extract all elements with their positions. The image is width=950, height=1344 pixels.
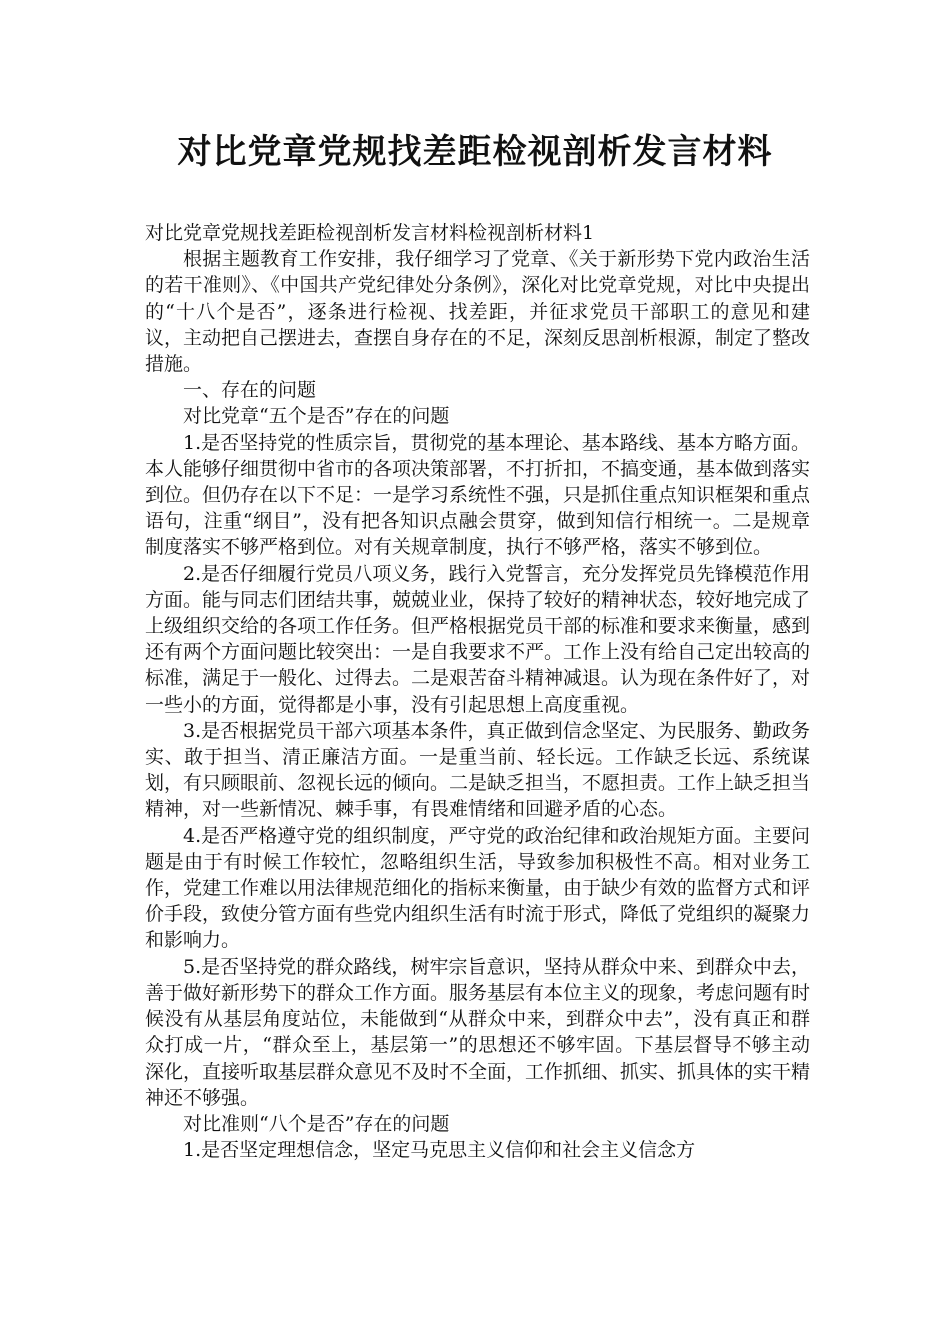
subsection-heading: 对比准则“八个是否”存在的问题: [183, 1112, 450, 1135]
body-paragraph: 4.是否严格遵守党的组织制度，严守党的政治纪律和政治规矩方面。主要问题是由于有时候工作较忙，忽略组织生活，导致参加积极性不高。相对业务工作，党建工作难以用法律规范细化的指标来衡量，由于缺少有效的监督方式和评价手段，致使分管方面有些党内组织生活有时流于形式，降低了党组织的凝聚力和影响力。: [145, 824, 811, 952]
section-heading: 一、存在的问题: [183, 379, 317, 402]
body-paragraph-heading: 对比党章党规找差距检视剖析发言材料检视剖析材料1: [145, 222, 595, 244]
body-paragraph: 根据主题教育工作安排，我仔细学习了党章、《关于新形势下党内政治生活的若干准则》、《中国共产党纪律处分条例》，深化对比党章党规，对比中央提出的“十八个是否”，逐条进行检视、找差距，并征求党员干部职工的意见和建议，主动把自己摆进去，查摆自身存在的不足，深刻反思剖析根源，制定了整改措施。: [145, 248, 811, 376]
body-paragraph: 3.是否根据党员干部六项基本条件，真正做到信念坚定、为民服务、勤政务实、敢于担当、清正廉洁方面。一是重当前、轻长远。工作缺乏长远、系统谋划，有只顾眼前、忽视长远的倾向。二是缺乏担当，不愿担责。工作上缺乏担当精神，对一些新情况、棘手事，有畏难情绪和回避矛盾的心态。: [145, 719, 811, 821]
body-paragraph: 1.是否坚持党的性质宗旨，贯彻党的基本理论、基本路线、基本方略方面。本人能够仔细贯彻中省市的各项决策部署，不打折扣，不搞变通，基本做到落实到位。但仍存在以下不足：一是学习系统性不强，只是抓住重点知识框架和重点语句，注重“纲目”，没有把各知识点融会贯穿，做到知信行相统一。二是规章制度落实不够严格到位。对有关规章制度，执行不够严格，落实不够到位。: [145, 431, 811, 559]
body-paragraph: 1.是否坚定理想信念，坚定马克思主义信仰和社会主义信念方: [183, 1139, 696, 1162]
document-title: 对比党章党规找差距检视剖析发言材料: [177, 132, 773, 172]
body-paragraph: 5.是否坚持党的群众路线，树牢宗旨意识，坚持从群众中来、到群众中去，善于做好新形势下的群众工作方面。服务基层有本位主义的现象，考虑问题有时候没有从基层角度站位，未能做到“从群众中来，到群众中去”，没有真正和群众打成一片，“群众至上，基层第一”的思想还不够牢固。下基层督导不够主动深化，直接听取基层群众意见不及时不全面，工作抓细、抓实、抓具体的实干精神还不够强。: [145, 955, 811, 1109]
body-paragraph: 2.是否仔细履行党员八项义务，践行入党誓言，充分发挥党员先锋模范作用方面。能与同志们团结共事，兢兢业业，保持了较好的精神状态，较好地完成了上级组织交给的各项工作任务。但严格根据党员干部的标准和要求来衡量，感到还有两个方面问题比较突出：一是自我要求不严。工作上没有给自己定出较高的标准，满足于一般化、过得去。二是艰苦奋斗精神减退。认为现在条件好了，对一些小的方面，觉得都是小事，没有引起思想上高度重视。: [145, 562, 811, 716]
subsection-heading: 对比党章“五个是否”存在的问题: [183, 405, 450, 428]
document-body: [145, 220, 810, 1163]
